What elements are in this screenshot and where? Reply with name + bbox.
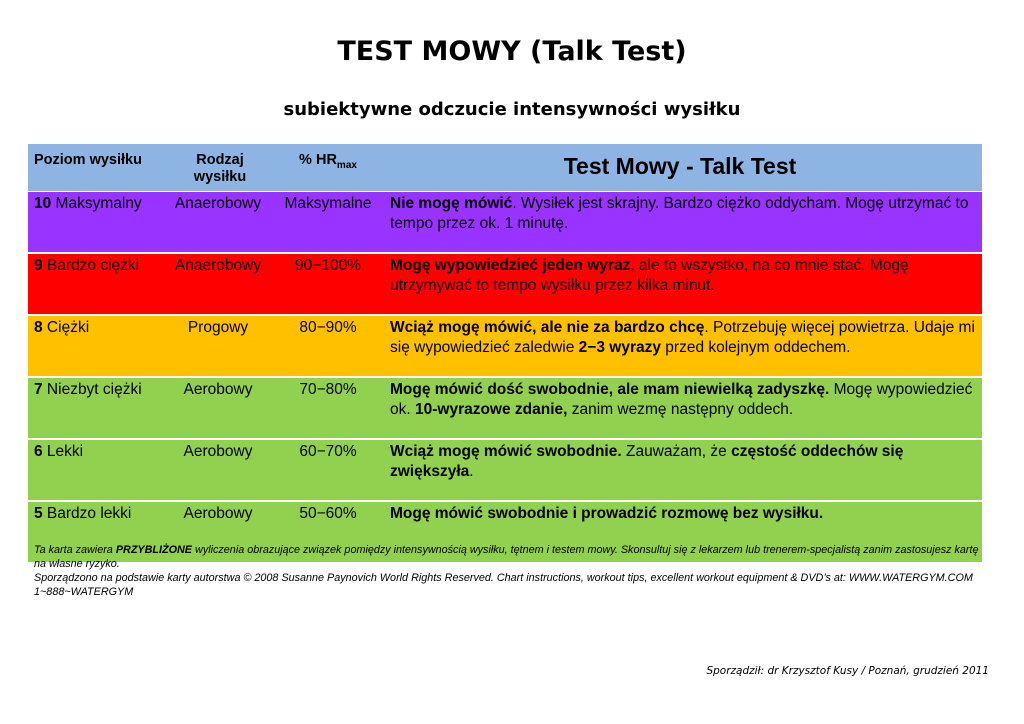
cell-level	[34, 256, 174, 276]
description-segment: , ale to wszystko, na co mnie stać. Mogę utrzymywać to tempo wysiłku przez kilka minut.	[390, 257, 909, 294]
cell-level	[34, 380, 174, 400]
description-segment: zanim wezmę następny oddech.	[567, 401, 794, 418]
level-label: Niezbyt ciężki	[42, 381, 142, 398]
level-number: 7	[34, 381, 43, 398]
header-hr-sub: max	[336, 159, 357, 171]
level-number: 9	[34, 257, 43, 274]
table-header	[28, 144, 982, 192]
cell-description	[390, 504, 976, 524]
cell-type: Anaerobowy	[174, 195, 262, 212]
cell-description	[390, 194, 976, 234]
page-title: TEST MOWY (Talk Test)	[337, 36, 687, 67]
description-segment: Wciąż mogę mówić swobodnie.	[390, 443, 622, 460]
cell-level	[34, 194, 174, 214]
description-segment: . Wysiłek jest skrajny. Bardzo ciężko oddycham. Mogę utrzymać to tempo przez ok. 1 minutę.	[390, 195, 969, 232]
table-row	[28, 254, 982, 316]
description-segment: Mogę wypowiedzieć jeden wyraz	[390, 257, 631, 274]
description-segment: . Potrzebuję więcej powietrza. Udaje mi się wypowiedzieć zaledwie	[390, 319, 975, 356]
note-line-1	[34, 543, 984, 571]
table-row	[28, 192, 982, 254]
description-segment: przed kolejnym oddechem.	[660, 339, 851, 356]
cell-hr: 60−70%	[299, 443, 357, 460]
cell-hr: 80−90%	[299, 319, 357, 336]
author-signature: Sporządził: dr Krzysztof Kusy / Poznań, grudzień 2011	[706, 665, 989, 677]
level-number: 5	[34, 505, 43, 522]
cell-type: Anaerobowy	[174, 257, 262, 274]
description-segment: Mogę mówić dość swobodnie, ale mam niewielką zadyszkę.	[390, 381, 830, 398]
page-subtitle: subiektywne odczucie intensywności wysiłku	[283, 99, 741, 120]
cell-hr: 50−60%	[299, 505, 357, 522]
description-segment: Mogę mówić swobodnie i prowadzić rozmowę bez wysiłku.	[390, 505, 824, 522]
cell-description	[390, 256, 976, 296]
description-segment: Nie mogę mówić	[390, 195, 513, 212]
level-label: Ciężki	[42, 319, 90, 336]
cell-hr: 70−80%	[299, 381, 357, 398]
header-talk-test: Test Mowy - Talk Test	[563, 153, 797, 179]
talk-test-table	[28, 144, 982, 564]
note-text: Ta karta zawiera	[34, 544, 116, 556]
table-row	[28, 440, 982, 502]
header-type: Rodzaj wysiłku	[193, 152, 247, 185]
table-row	[28, 316, 982, 378]
cell-description	[390, 442, 976, 482]
level-label: Lekki	[42, 443, 84, 460]
header-level: Poziom wysiłku	[34, 152, 142, 168]
cell-type: Aerobowy	[183, 443, 253, 460]
description-segment: Zauważam, że	[621, 443, 732, 460]
cell-type: Progowy	[187, 319, 249, 336]
description-segment: 10-wyrazowe zdanie,	[414, 401, 568, 418]
cell-level	[34, 504, 174, 524]
description-segment: Wciąż mogę mówić, ale nie za bardzo chcę	[390, 319, 705, 336]
header-hr	[278, 152, 378, 174]
description-segment: .	[469, 463, 474, 480]
cell-description	[390, 380, 976, 420]
disclaimer-note	[34, 543, 984, 599]
description-segment: częstość oddechów się zwiększyła	[390, 443, 904, 480]
note-line-2: Sporządzono na podstawie karty autorstwa © 2008 Susanne Paynovich World Rights Reserved. Chart instructions, workout tips, excellent workout equipment & DVD’s at: WWW.WATERGYM.COM 1~888~WATERGYM	[34, 572, 973, 598]
level-label: Maksymalny	[51, 195, 142, 212]
cell-level	[34, 442, 174, 462]
cell-type: Aerobowy	[183, 505, 253, 522]
table-row	[28, 378, 982, 440]
header-hr-label: % HR	[299, 152, 337, 168]
level-label: Bardzo ciężki	[42, 257, 140, 274]
description-segment: Mogę wypowiedzieć ok.	[390, 381, 973, 418]
cell-description	[390, 318, 976, 358]
cell-hr: 90−100%	[295, 257, 361, 274]
table-body	[28, 192, 982, 564]
note-text: wyliczenia obrazujące związek pomiędzy intensywnością wysiłku, tętnem i testem mowy. Skonsultuj się z lekarzem lub trenerem-specjalistą zanim zastosujesz kartę na własne ryzyko.	[34, 544, 979, 570]
cell-level	[34, 318, 174, 338]
level-label: Bardzo lekki	[42, 505, 132, 522]
level-number: 10	[34, 195, 52, 212]
level-number: 6	[34, 443, 43, 460]
level-number: 8	[34, 319, 43, 336]
cell-hr: Maksymalne	[284, 195, 372, 212]
note-emphasis: PRZYBLIŻONE	[115, 544, 193, 556]
cell-type: Aerobowy	[183, 381, 253, 398]
description-segment: 2−3 wyrazy	[578, 339, 661, 356]
